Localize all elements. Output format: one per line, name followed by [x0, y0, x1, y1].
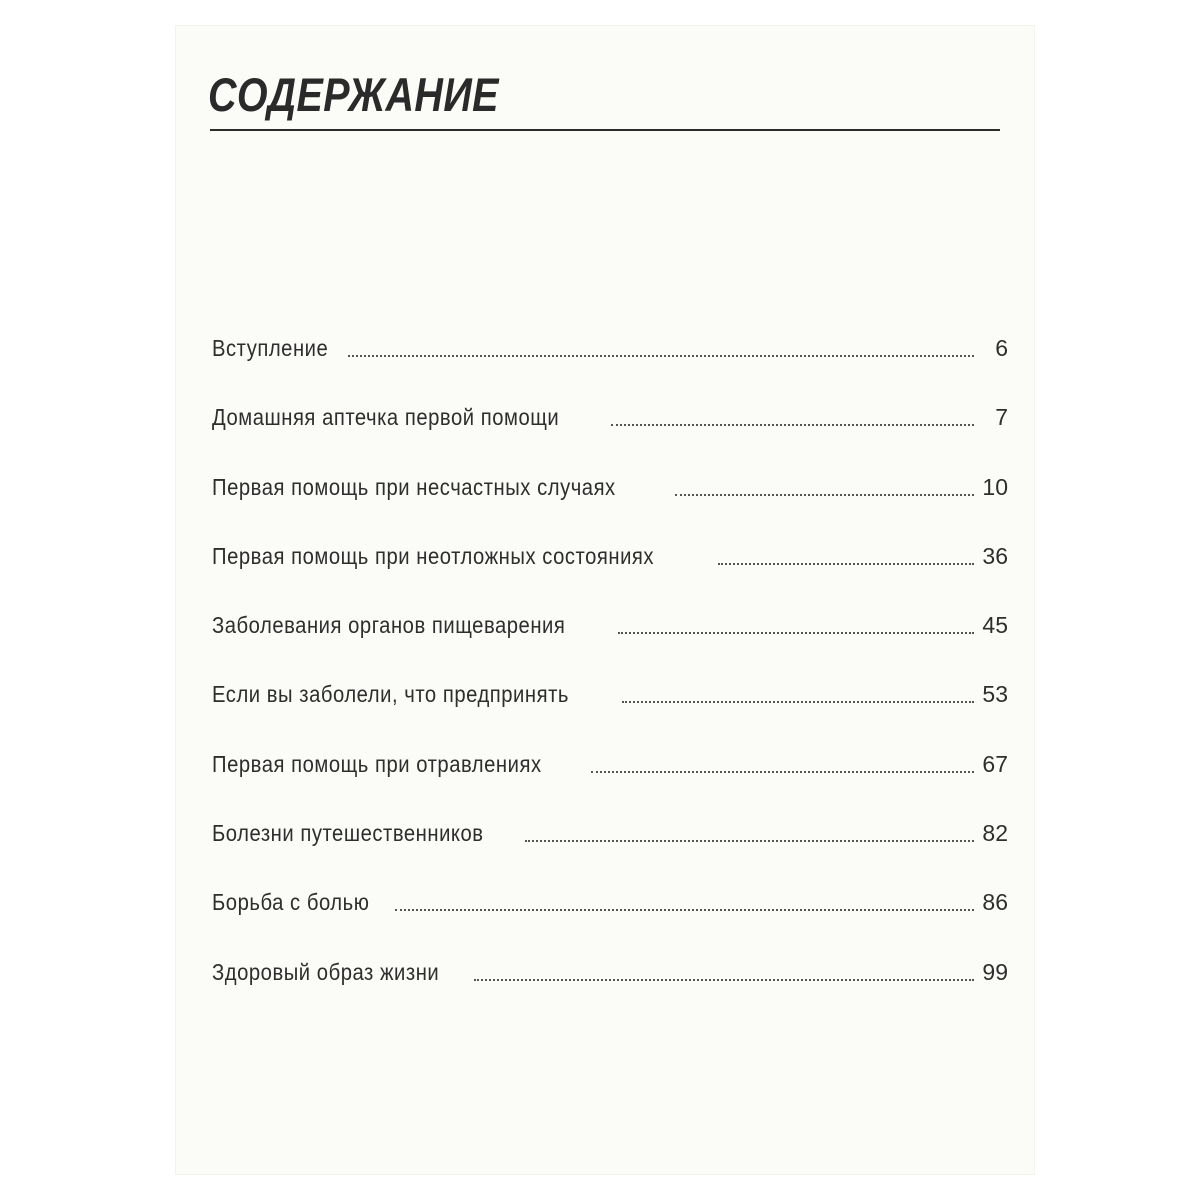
toc-entry [212, 751, 1008, 820]
toc-entry-title: Вступление [212, 335, 329, 361]
toc-entry-title: Первая помощь при несчастных случаях [212, 473, 616, 500]
toc-entry-page: 67 [982, 750, 1008, 777]
toc-entry-title: Первая помощь при отравлениях [212, 750, 542, 777]
toc-entry [212, 889, 1008, 958]
toc-entry [212, 474, 1008, 543]
toc-entry-page: 36 [982, 542, 1008, 569]
toc-entry [212, 959, 1008, 1028]
toc-entry-title: Здоровый образ жизни [212, 958, 440, 985]
toc-entry-title: Если вы заболели, что предпринять [212, 681, 569, 708]
toc-entry-title: Болезни путешественников [212, 820, 484, 847]
toc-entry [212, 612, 1008, 681]
toc-dot-leader [718, 563, 974, 565]
toc-entry [212, 681, 1008, 750]
toc-entry-page: 10 [982, 473, 1008, 500]
toc-entry-page: 45 [982, 612, 1008, 639]
page-title: СОДЕРЖАНИЕ [208, 68, 499, 121]
toc-entry [212, 820, 1008, 889]
toc-dot-leader [348, 355, 974, 357]
toc-entry-title: Первая помощь при неотложных состояниях [212, 542, 655, 569]
table-of-contents [212, 335, 1008, 1028]
toc-entry-title: Заболевания органов пищеварения [212, 612, 566, 639]
toc-entry-page: 6 [995, 335, 1008, 361]
toc-entry-page: 99 [982, 958, 1008, 985]
toc-entry-page: 82 [982, 820, 1008, 847]
toc-dot-leader [591, 771, 974, 773]
toc-dot-leader [474, 979, 974, 981]
title-underline [210, 129, 1000, 131]
toc-dot-leader [395, 909, 974, 911]
toc-dot-leader [525, 840, 974, 842]
toc-entry-page: 7 [995, 404, 1008, 431]
toc-dot-leader [618, 632, 974, 634]
toc-entry-page: 86 [982, 889, 1008, 916]
toc-entry [212, 335, 1008, 404]
toc-dot-leader [611, 424, 974, 426]
toc-dot-leader [622, 701, 974, 703]
toc-entry-title: Домашняя аптечка первой помощи [212, 404, 560, 431]
toc-dot-leader [675, 494, 974, 496]
toc-entry [212, 543, 1008, 612]
toc-entry-page: 53 [982, 681, 1008, 708]
toc-entry-title: Борьба с болью [212, 889, 370, 916]
toc-entry [212, 404, 1008, 473]
